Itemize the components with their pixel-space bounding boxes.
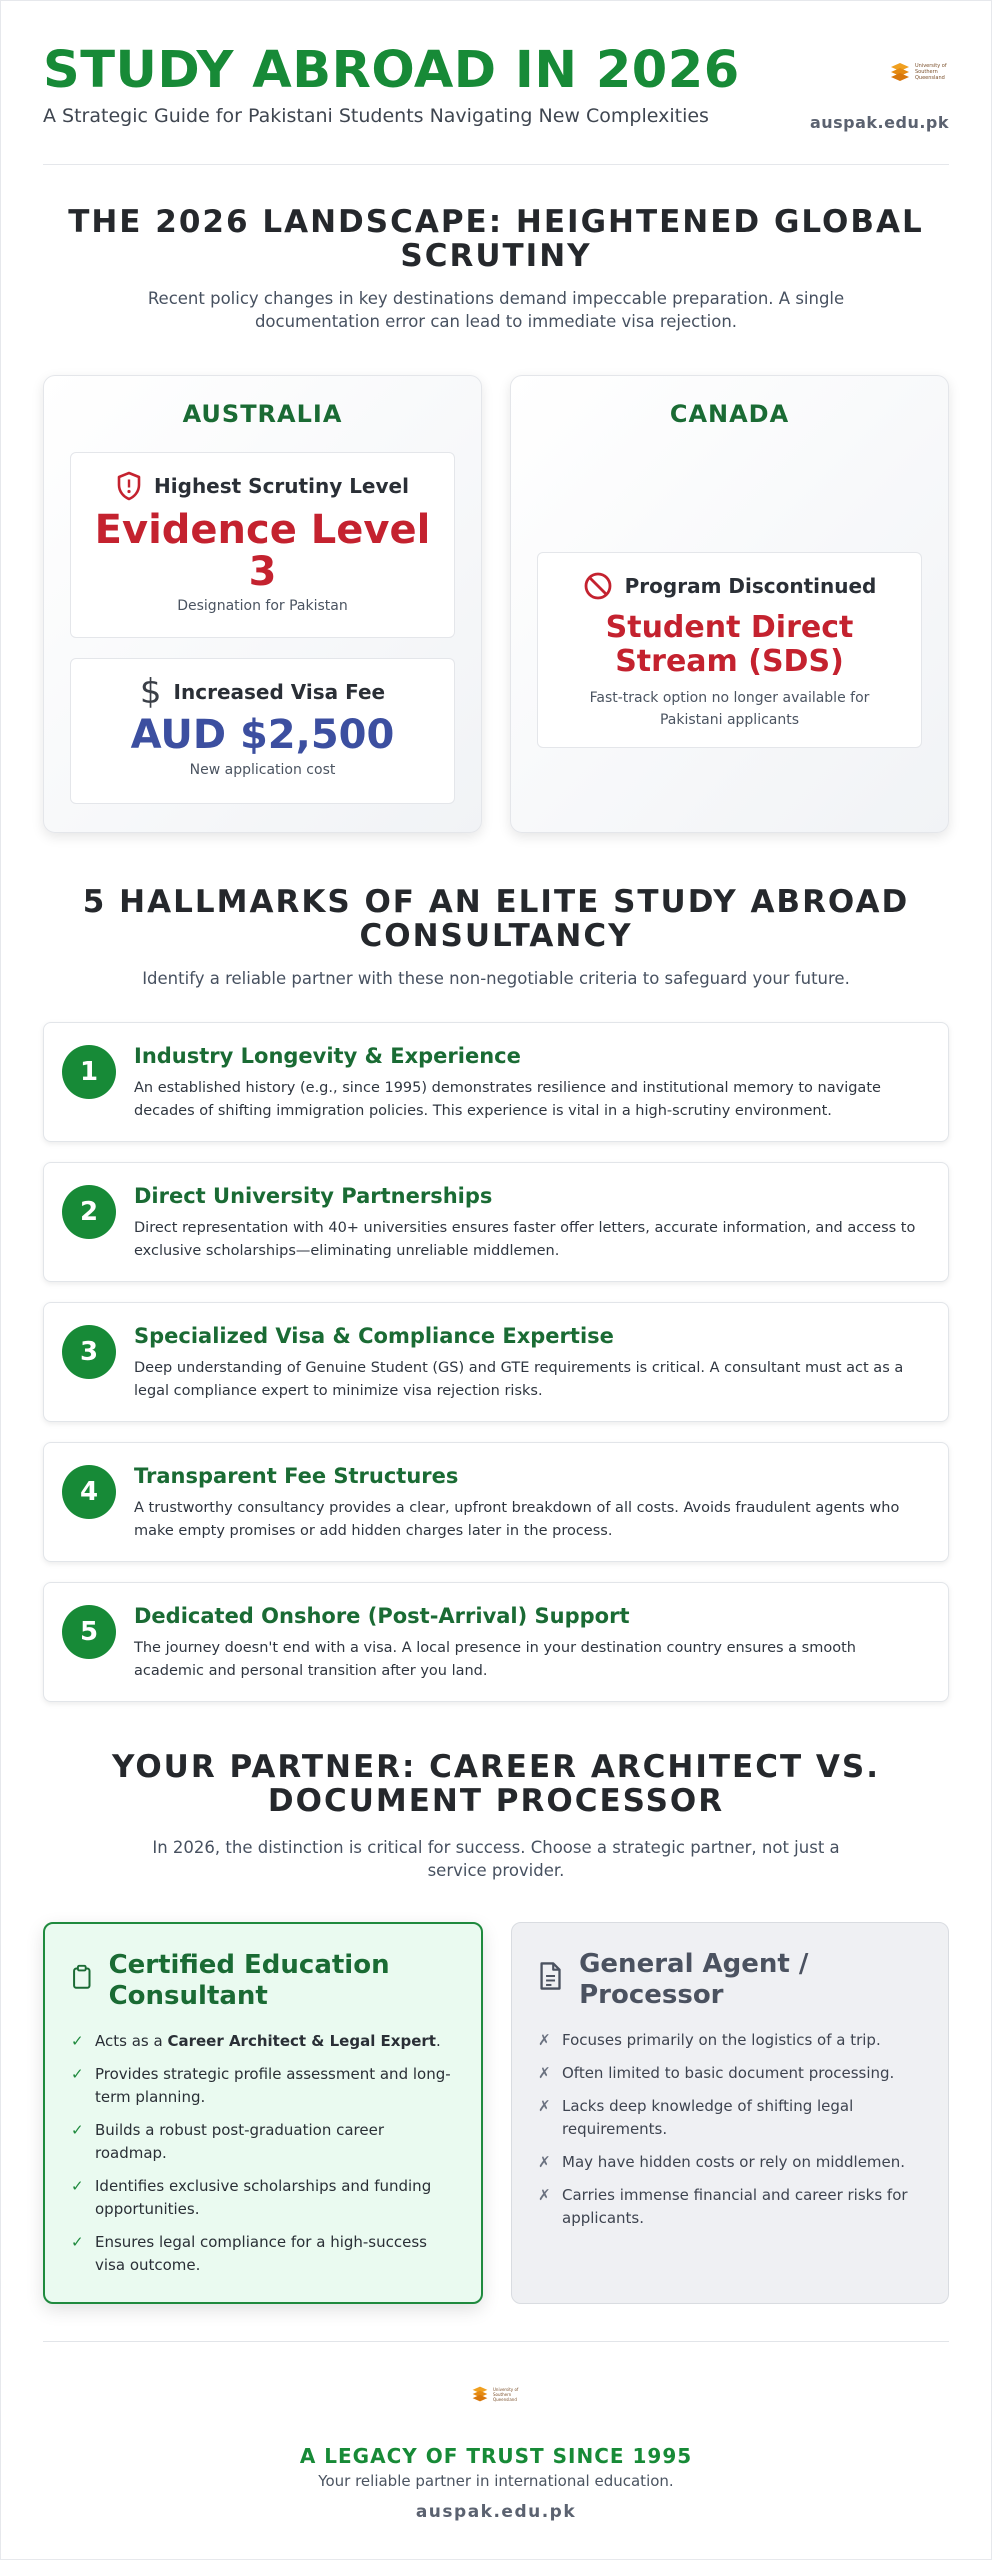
hallmarks-section [43,833,949,1702]
australia-card [43,375,482,833]
scrutiny-stat-box [70,452,455,638]
page-subtitle: A Strategic Guide for Pakistani Students Navigating New Complexities [43,105,709,127]
footer-url[interactable]: auspak.edu.pk [415,2502,577,2522]
canada-card [510,375,949,833]
certified-benefit-item [71,2231,455,2277]
certified-benefit-item [71,2119,455,2165]
country-name-australia: AUSTRALIA [182,400,343,428]
certified-card-header [71,1950,455,2012]
hallmark-title: Direct University Partnerships [134,1184,493,1208]
hallmark-title: Industry Longevity & Experience [134,1044,521,1068]
document-icon [538,1959,563,1993]
country-name-canada: CANADA [669,400,790,428]
check-icon: ✓ [71,2032,84,2050]
hallmarks-list [43,1022,949,1702]
hallmark-body [134,1463,930,1541]
hallmark-text: Direct representation with 40+ universities ensures faster offer letters, accurate information, and access to exclusive scholarships—eliminating unreliable middlemen. [134,1220,916,1259]
footer-logo-wordmark: University of Southern Queensland [493,2386,519,2402]
hallmark-card [43,1582,949,1702]
scrutiny-stat-header [71,471,454,501]
cross-icon: ✗ [538,2186,551,2204]
sds-stat-label: Program Discontinued [624,574,877,598]
hallmark-body [134,1183,930,1261]
certified-benefit-text: Identifies exclusive scholarships and funding opportunities. [95,2177,432,2218]
header-url[interactable]: auspak.edu.pk [809,113,949,132]
logo-wordmark: University of Southern Queensland [915,63,947,81]
scrutiny-stat-label: Highest Scrutiny Level [154,474,409,498]
certified-consultant-card [43,1922,483,2304]
hallmark-card [43,1162,949,1282]
hallmark-number-badge: 3 [62,1325,116,1379]
general-risk-item [538,2095,922,2141]
partner-title: YOUR PARTNER: CAREER ARCHITECT VS. DOCUMENT PROCESSOR [111,1749,881,1819]
general-risk-text: Often limited to basic document processing. [562,2064,895,2082]
certified-benefits-list [71,2030,455,2277]
country-cards [43,375,949,833]
general-risk-text: Lacks deep knowledge of shifting legal requirements. [562,2097,854,2138]
footer-title: A LEGACY OF TRUST SINCE 1995 [299,2444,693,2468]
check-icon: ✓ [71,2233,84,2251]
general-risk-text: Focuses primarily on the logistics of a trip. [562,2031,881,2049]
certified-benefit-item [71,2030,455,2053]
check-icon: ✓ [71,2065,84,2083]
landscape-section [43,165,949,833]
partner-section [43,1722,949,2304]
general-agent-card [511,1922,949,2304]
visa-fee-stat-caption: New application cost [189,762,336,778]
certified-benefit-text: Ensures legal compliance for a high-success visa outcome. [95,2233,427,2274]
general-card-header [538,1949,922,2011]
visa-fee-stat-value: AUD $2,500 [130,712,395,758]
check-icon: ✓ [71,2177,84,2195]
general-risk-item [538,2029,922,2052]
cross-icon: ✗ [538,2031,551,2049]
hallmark-body [134,1323,930,1401]
hallmark-card [43,1022,949,1142]
hallmark-number-badge: 1 [62,1045,116,1099]
visa-fee-stat-label: Increased Visa Fee [173,680,386,704]
certified-benefit-text [95,2030,441,2053]
sds-stat-caption: Fast-track option no longer available for Pakistani applicants [589,690,870,728]
page-header [43,1,949,165]
certified-benefit-text: Builds a robust post-graduation career roadmap. [95,2121,385,2162]
benefit-suffix: . [435,2032,441,2050]
hallmark-number-badge: 5 [62,1605,116,1659]
sds-stat-box [537,552,922,748]
hallmark-body [134,1603,930,1681]
shield-alert-icon [116,471,142,501]
hallmark-text: An established history (e.g., since 1995) demonstrates resilience and institutional memory to navigate decades of shifting immigration policies. This experience is vital in a high-scrutiny environment. [134,1080,881,1119]
hallmark-card [43,1302,949,1422]
landscape-title: THE 2026 LANDSCAPE: HEIGHTENED GLOBAL SCRUTINY [68,204,924,274]
usq-emblem-icon [889,61,911,83]
university-logo [889,61,949,83]
scrutiny-stat-value: Evidence Level 3 [94,507,431,595]
partner-description: In 2026, the distinction is critical for success. Choose a strategic partner, not just a service provider. [152,1838,840,1880]
certified-benefit-item [71,2175,455,2221]
page-footer [43,2341,949,2522]
sds-stat-header [558,571,901,601]
check-icon: ✓ [71,2121,84,2139]
general-risk-text: Carries immense financial and career risks for applicants. [562,2186,908,2227]
footer-subtitle: Your reliable partner in international education. [318,2472,674,2490]
benefit-emphasis: Career Architect & Legal Expert [167,2032,436,2050]
clipboard-icon [71,1960,93,1994]
footer-university-logo [43,2382,949,2406]
scrutiny-stat-caption: Designation for Pakistan [177,598,348,614]
general-risk-text: May have hidden costs or rely on middlemen. [562,2153,906,2171]
certified-card-title: Certified Education Consultant [108,1950,390,2011]
hallmark-text: The journey doesn't end with a visa. A local presence in your destination country ensures a smooth academic and personal transition after you land. [134,1640,856,1679]
certified-benefit-text: Provides strategic profile assessment and long-term planning. [95,2065,451,2106]
general-risk-item [538,2151,922,2174]
general-card-title: General Agent / Processor [579,1949,809,2010]
comparison-cards [43,1922,949,2304]
ban-icon [583,571,613,601]
sds-stat-value: Student Direct Stream (SDS) [605,610,854,679]
hallmark-title: Dedicated Onshore (Post-Arrival) Support [134,1604,630,1628]
hallmark-text: A trustworthy consultancy provides a clear, upfront breakdown of all costs. Avoids fraudulent agents who make empty promises or add hidden charges later in the process. [134,1500,900,1539]
general-risks-list [538,2029,922,2230]
benefit-prefix: Acts as a [95,2032,168,2050]
landscape-description: Recent policy changes in key destinations demand impeccable preparation. A single documentation error can lead to immediate visa rejection. [147,289,845,331]
hallmark-text: Deep understanding of Genuine Student (GS) and GTE requirements is critical. A consultant must act as a legal compliance expert to minimize visa rejection risks. [134,1360,904,1399]
hallmarks-title: 5 HALLMARKS OF AN ELITE STUDY ABROAD CONSULTANCY [82,884,910,954]
hallmark-card [43,1442,949,1562]
page-title: STUDY ABROAD IN 2026 [43,41,740,100]
cross-icon: ✗ [538,2097,551,2115]
hallmark-number-badge: 4 [62,1465,116,1519]
certified-benefit-item [71,2063,455,2109]
hallmark-body [134,1043,930,1121]
hallmark-title: Specialized Visa & Compliance Expertise [134,1324,614,1348]
hallmarks-description: Identify a reliable partner with these non-negotiable criteria to safeguard your future. [142,969,850,988]
visa-fee-stat-header [71,672,454,712]
cross-icon: ✗ [538,2064,551,2082]
usq-emblem-icon [471,2385,489,2403]
visa-fee-stat-box [70,658,455,804]
hallmark-number-badge: 2 [62,1185,116,1239]
general-risk-item [538,2062,922,2085]
general-risk-item [538,2184,922,2230]
dollar-icon: $ [139,672,162,712]
cross-icon: ✗ [538,2153,551,2171]
hallmark-title: Transparent Fee Structures [134,1464,459,1488]
